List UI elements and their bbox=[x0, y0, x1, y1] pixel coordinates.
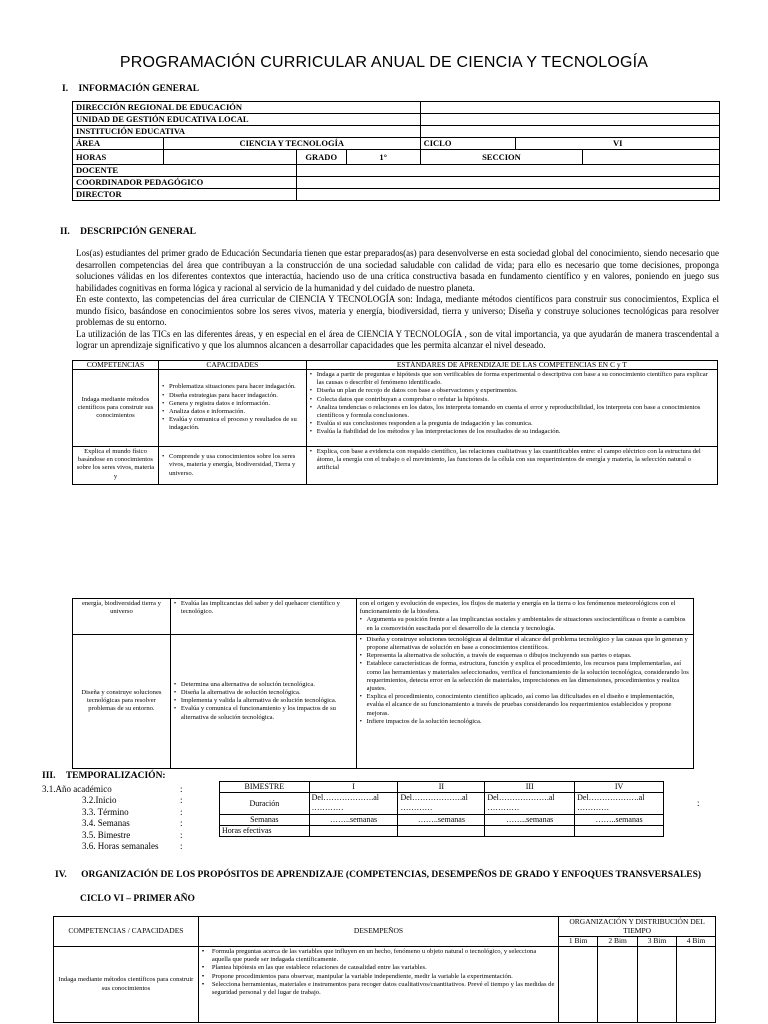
list-item: • • Selecciona herramientas, materiales e instrumentos para recoger datos cualitativos/cuantitativos. Prevé el tiempo y las medidas de seguridad personal y del lugar de trabajo. bbox=[202, 981, 555, 997]
area-value: CIENCIA Y TECNOLOGÍA bbox=[163, 138, 420, 150]
col-header: COMPETENCIAS bbox=[73, 361, 159, 370]
section-4-heading bbox=[55, 870, 717, 882]
section-title: DESCRIPCIÓN GENERAL bbox=[80, 227, 197, 237]
ciclo-value: VI bbox=[516, 138, 720, 150]
bimestre-header: III bbox=[485, 782, 575, 793]
bim-header: 2 Bim bbox=[598, 937, 638, 947]
list-item: • Evalúa y comunica el proceso y resultados de su indagación. bbox=[162, 416, 303, 432]
bim-cell[interactable] bbox=[598, 947, 638, 1023]
desempenos-cell bbox=[198, 947, 558, 1023]
ciclo-label: CICLO bbox=[420, 138, 516, 150]
list-item: 3.2.Inicio : bbox=[82, 795, 183, 806]
general-info-table bbox=[72, 101, 720, 201]
list-item: • Problematiza situaciones para hacer indagación. bbox=[162, 383, 303, 391]
section-4-subtitle: CICLO VI – PRIMER AÑO bbox=[80, 894, 195, 904]
horas-efectivas-cell[interactable] bbox=[575, 826, 664, 837]
competencias-table-continued bbox=[72, 598, 694, 769]
coordinador-value[interactable] bbox=[296, 177, 719, 189]
col-header: DESEMPEÑOS bbox=[198, 917, 558, 947]
competencia-cell: Diseña y construye soluciones tecnológicas para resolver problemas de su entorno. bbox=[73, 634, 171, 768]
section-number: III. bbox=[42, 771, 56, 781]
section-number: II. bbox=[60, 227, 70, 237]
bimestre-header: IV bbox=[575, 782, 664, 793]
list-item: • Explica, con base a evidencia con respaldo científico, las relaciones cualitativas y las cuantificables entre: el campo eléctrico con la estructura del átomo, la energía con el trabajo o el movimiento, las funciones de la célula con sus requerimientos de energía y materia, la selección natural o artificial bbox=[310, 448, 714, 473]
horas-efectivas-cell[interactable] bbox=[485, 826, 575, 837]
semanas-label: Semanas bbox=[220, 815, 310, 826]
list-item: • Establece características de forma, estructura, función y explica el procedimiento, los recursos para implementarlas, así como las herramientas y materiales seleccionados, verifica el funcionamiento de la solución tecnológica, considerando los requerimientos, detecta error en la selección de materiales, imprecisiones en las dimensiones, procedimientos y realiza ajustes. bbox=[360, 660, 690, 693]
duracion-cell[interactable]: Del……………….al ………… bbox=[575, 793, 664, 815]
section-3-heading bbox=[42, 771, 166, 781]
direccion-value[interactable] bbox=[420, 102, 719, 114]
ie-label: INSTITUCIÓN EDUCATIVA bbox=[73, 126, 421, 138]
capacidades-cell bbox=[170, 634, 356, 768]
section-title: TEMPORALIZACIÓN: bbox=[65, 771, 166, 781]
estandares-text: con el origen y evolución de especies, los flujos de materia y energía en la tierra o los fenómenos meteorológicos con el funcionamiento de la biosfera. bbox=[359, 600, 676, 616]
list-item: • Implementa y valida la alternativa de solución tecnológica. bbox=[174, 697, 353, 705]
list-item: • Evalúa la fiabilidad de los métodos y las interpretaciones de los resultados de su indagación. bbox=[310, 428, 714, 436]
list-item: • Indaga a partir de preguntas e hipótesis que son verificables de forma experimental o descriptiva con base a su conocimiento científico para explicar las causas o describir el fenómeno identificado. bbox=[310, 371, 714, 387]
capacidades-cell bbox=[170, 599, 356, 635]
horas-efectivas-label: Horas efectivas bbox=[220, 826, 310, 837]
semanas-cell[interactable]: ……..semanas bbox=[309, 815, 398, 826]
horas-efectivas-cell[interactable] bbox=[309, 826, 398, 837]
horas-label: HORAS bbox=[73, 150, 164, 165]
bimestre-header: BIMESTRE bbox=[220, 782, 310, 793]
competencia-cell: Indaga mediante métodos científicos para construir sus conocimientos bbox=[54, 947, 199, 1023]
coordinador-label: COORDINADOR PEDAGÓGICO bbox=[73, 177, 297, 189]
list-item: • Analiza datos e información. bbox=[162, 408, 303, 416]
section-2-heading bbox=[60, 227, 196, 237]
table-row bbox=[73, 447, 718, 485]
list-item: • Evalúa si sus conclusiones responden a la pregunta de indagación y las comunica. bbox=[310, 420, 714, 428]
bim-cell[interactable] bbox=[559, 947, 598, 1023]
seccion-value[interactable] bbox=[583, 150, 720, 165]
list-item: • Diseña estrategias para hacer indagación. bbox=[162, 392, 303, 400]
bim-cell[interactable] bbox=[638, 947, 677, 1023]
section-number: I. bbox=[62, 84, 69, 94]
ugel-label: UNIDAD DE GESTIÓN EDUCATIVA LOCAL bbox=[73, 114, 421, 126]
bimestre-header: I bbox=[309, 782, 398, 793]
bimestre-header: II bbox=[398, 782, 485, 793]
grado-label: GRADO bbox=[296, 150, 346, 165]
capacidades-cell bbox=[158, 370, 306, 447]
table-row bbox=[73, 370, 718, 447]
list-item: 3.4. Semanas : bbox=[82, 818, 183, 829]
list-item: • • Plantea hipótesis en las que establece relaciones de causalidad entre las variables. bbox=[202, 964, 555, 972]
director-label: DIRECTOR bbox=[73, 189, 297, 201]
duracion-cell[interactable]: Del……………….al ………… bbox=[398, 793, 485, 815]
estandares-cell bbox=[306, 370, 717, 447]
col-header: ORGANIZACIÓN Y DISTRIBUCIÓN DEL TIEMPO bbox=[559, 917, 716, 937]
organizacion-table bbox=[53, 916, 716, 1023]
temporalizacion-list bbox=[42, 784, 192, 852]
horas-value[interactable] bbox=[163, 150, 296, 165]
bim-header: 1 Bim bbox=[559, 937, 598, 947]
bim-header: 3 Bim bbox=[638, 937, 677, 947]
direccion-label: DIRECCIÓN REGIONAL DE EDUCACIÓN bbox=[73, 102, 421, 114]
list-item: • Genera y registra datos e información. bbox=[162, 400, 303, 408]
list-item: • Representa la alternativa de solución, a través de esquemas o dibujos incluyendo sus partes o etapas. bbox=[360, 652, 690, 660]
table-row bbox=[73, 634, 694, 768]
capacidades-cell bbox=[158, 447, 306, 485]
bim-header: 4 Bim bbox=[677, 937, 716, 947]
description-text bbox=[76, 248, 719, 352]
list-item: • Infiere impactos de la solución tecnológica. bbox=[360, 718, 690, 726]
section-1-heading bbox=[62, 84, 199, 94]
section-title: INFORMACIÓN GENERAL bbox=[78, 84, 200, 94]
list-item: • • Formula preguntas acerca de las variables que influyen en un hecho, fenómeno u objeto natural o tecnológico, y selecciona aquella que puede ser indagada científicamente. bbox=[202, 948, 555, 964]
director-value[interactable] bbox=[296, 189, 719, 201]
horas-efectivas-cell[interactable] bbox=[398, 826, 485, 837]
competencia-cell: Indaga mediante métodos científicos para construir sus conocimientos bbox=[73, 370, 159, 447]
list-item: • Evalúa y comunica el funcionamiento y los impactos de su alternativa de solución tecnológica. bbox=[174, 705, 353, 721]
list-item: • Explica el procedimiento, conocimiento científico aplicado, así como las dificultades en el diseño e implementación, evalúa el alcance de su funcionamiento a través de pruebas considerando los requerimientos establecidos y propone mejoras. bbox=[360, 693, 690, 718]
competencia-cell: energía, biodiversidad tierra y universo bbox=[73, 599, 171, 635]
list-item: • • Propone procedimientos para observar, manipular la variable independiente, medir la variable la experimentación. bbox=[202, 973, 555, 981]
page-title: PROGRAMACIÓN CURRICULAR ANUAL DE CIENCIA Y TECNOLOGÍA bbox=[119, 54, 649, 71]
description-paragraph: Los(as) estudiantes del primer grado de Educación Secundaria tienen que estar preparados(as) para desenvolverse en esta sociedad global del conocimiento, siendo necesario que desarrollen competencias del área que contribuyan a la construcción de una sociedad saludable con calidad de vida; para ello es necesario que tome decisiones, proponga soluciones válidas en los diferentes contextos que interactúa, haciendo uso de una crítica constructiva basada en fundamento científico y en valores, poniendo en juego sus habilidades cognitivas en forma lógica y racional al servicio de la humanidad y del cuidado de nuestro planeta. bbox=[76, 248, 719, 293]
list-item: 3.6. Horas semanales : bbox=[82, 841, 183, 852]
docente-label: DOCENTE bbox=[73, 165, 297, 177]
semanas-cell[interactable]: ……..semanas bbox=[485, 815, 575, 826]
ugel-value[interactable] bbox=[420, 114, 719, 126]
section-title: ORGANIZACIÓN DE LOS PROPÓSITOS DE APRENDIZAJE (COMPETENCIAS, DESEMPEÑOS DE GRADO Y ENFOQUES TRANSVERSALES) bbox=[81, 870, 702, 880]
col-header: ESTÁNDARES DE APRENDIZAJE DE LAS COMPETENCIAS EN C y T bbox=[306, 361, 717, 370]
list-item: • Argumenta su posición frente a las implicancias sociales y ambientales de situaciones sociocientíficas o frente a cambios en la cosmovisión suscitada por el desarrollo de la ciencia y tecnología. bbox=[360, 616, 690, 632]
list-item: 3.3. Término : bbox=[82, 806, 183, 817]
competencias-table bbox=[72, 360, 718, 485]
list-item: • Analiza tendencias o relaciones en los datos, los interpreta tomando en cuenta el error y reproducibilidad, los interpreta con base a conocimientos científicos y formula conclusiones. bbox=[310, 404, 714, 420]
ie-value[interactable] bbox=[420, 126, 719, 138]
description-paragraph: En este contexto, las competencias del área curricular de CIENCIA Y TECNOLOGÍA son: Indaga, mediante métodos científicos para construir sus conocimientos, Explica el mundo físico, basándose en conocimientos sobre los seres vivos, materia y energía, biodiversidad, tierra y universo; Diseña y construye soluciones tecnológicas para resolver problemas de su entorno. bbox=[76, 294, 719, 327]
table-row bbox=[54, 947, 716, 1023]
semanas-cell[interactable]: ……..semanas bbox=[398, 815, 485, 826]
list-item: • Comprende y usa conocimientos sobre los seres vivos, materia y energía, biodiversidad, Tierra y universo. bbox=[162, 453, 303, 478]
section-number: IV. bbox=[55, 870, 67, 880]
list-item: • Diseña y construye soluciones tecnológicas al delimitar el alcance del problema tecnológico y las causas que lo generan y propone alternativas de solución en base a conocimientos científicos. bbox=[360, 636, 690, 652]
seccion-label: SECCION bbox=[420, 150, 583, 165]
bimestre-table bbox=[219, 781, 664, 837]
duracion-cell[interactable]: Del……………….al ………… bbox=[309, 793, 398, 815]
list-item: 3.1.Año académico : bbox=[42, 784, 183, 794]
list-item: • Diseña un plan de recojo de datos con base a observaciones y experimentos. bbox=[310, 387, 714, 395]
duracion-cell[interactable]: Del……………….al ………… bbox=[485, 793, 575, 815]
list-item: 3.5. Bimestre : bbox=[82, 829, 183, 840]
list-item: • Evalúa las implicancias del saber y del quehacer científico y tecnológico. bbox=[174, 600, 353, 616]
list-item: • Colecta datos que contribuyan a comprobar o refutar la hipótesis. bbox=[310, 396, 714, 404]
col-header: CAPACIDADES bbox=[158, 361, 306, 370]
duracion-label: Duración bbox=[220, 793, 310, 815]
stray-colon: : bbox=[697, 798, 700, 808]
docente-value[interactable] bbox=[296, 165, 719, 177]
description-paragraph: La utilización de las TICs en las diferentes áreas, y en especial en el área de CIENCIA Y TECNOLOGÍA , son de vital importancia, ya que ayudarán de manera trascendental a lograr un aprendizaje significativo y que los alumnos alcancen a desarrollar capacidades que les permita alcanzar el nivel deseado. bbox=[76, 328, 719, 350]
estandares-cell bbox=[356, 634, 693, 768]
table-row bbox=[73, 599, 694, 635]
col-header: COMPETENCIAS / CAPACIDADES bbox=[54, 917, 199, 947]
bim-cell[interactable] bbox=[677, 947, 716, 1023]
semanas-cell[interactable]: ……..semanas bbox=[575, 815, 664, 826]
area-label: ÁREA bbox=[73, 138, 164, 150]
list-item: • Determina una alternativa de solución tecnológica. bbox=[174, 681, 353, 689]
competencia-cell: Explica el mundo físico basándose en conocimientos sobre los seres vivos, materia y bbox=[73, 447, 159, 485]
list-item: • Diseña la alternativa de solución tecnológica. bbox=[174, 689, 353, 697]
estandares-cell bbox=[306, 447, 717, 485]
grado-value: 1° bbox=[346, 150, 420, 165]
estandares-cell bbox=[356, 599, 693, 635]
